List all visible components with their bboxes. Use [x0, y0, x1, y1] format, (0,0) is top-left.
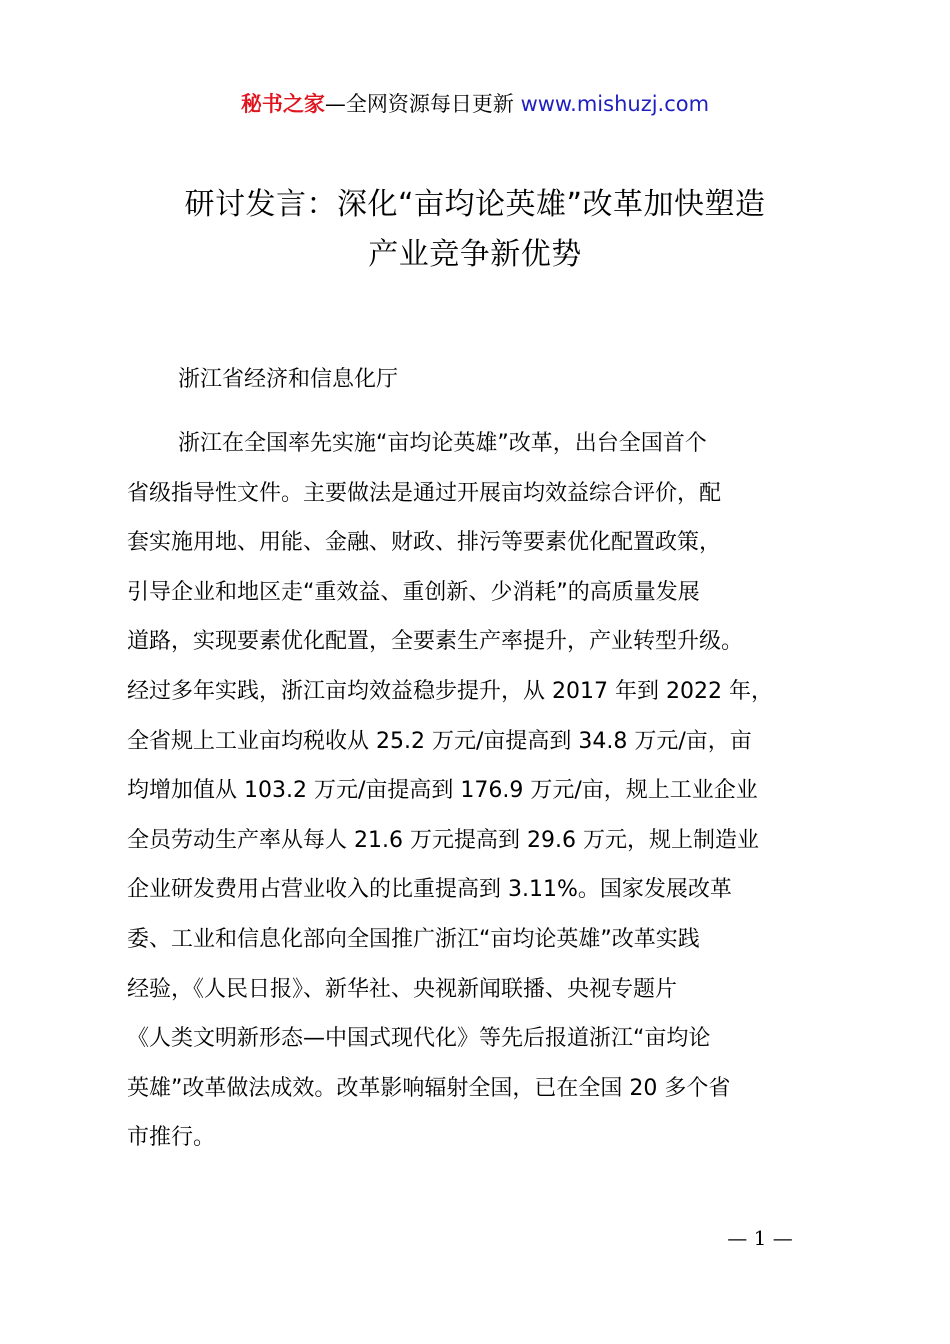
- title-line-1: 研讨发言：深化“亩均论英雄”改革加快塑造: [184, 187, 766, 222]
- body-line: 套实施用地、用能、金融、财政、排污等要素优化配置政策，: [127, 530, 722, 556]
- site-tagline: —全网资源每日更新: [324, 92, 521, 116]
- site-header: [0, 88, 950, 120]
- body-paragraph: [127, 419, 832, 1163]
- body-line: 英雄”改革做法成效。改革影响辐射全国，已在全国 20 多个省: [127, 1075, 731, 1101]
- body-line: 《人类文明新形态—中国式现代化》等先后报道浙江“亩均论: [127, 1026, 711, 1052]
- body-line: 市推行。: [127, 1125, 216, 1151]
- body-line: 委、工业和信息化部向全国推广浙江“亩均论英雄”改革实践: [127, 926, 700, 952]
- body-line: 全员劳动生产率从每人 21.6 万元提高到 29.6 万元，规上制造业: [127, 827, 759, 853]
- page-number: — 1 —: [727, 1226, 793, 1250]
- body-line: 经验，《人民日报》、新华社、央视新闻联播、央视专题片: [127, 976, 678, 1002]
- body-line: 引导企业和地区走“重效益、重创新、少消耗”的高质量发展: [127, 579, 700, 605]
- document-title: [90, 180, 860, 280]
- site-url-link[interactable]: www.mishuzj.com: [520, 92, 710, 116]
- body-line: 均增加值从 103.2 万元/亩提高到 176.9 万元/亩，规上工业企业: [127, 778, 758, 804]
- body-line: 省级指导性文件。主要做法是通过开展亩均效益综合评价，配: [127, 480, 722, 506]
- body-line: 浙江在全国率先实施“亩均论英雄”改革，出台全国首个: [178, 431, 707, 456]
- body-line: 道路，实现要素优化配置，全要素生产率提升，产业转型升级。: [127, 629, 744, 655]
- body-line: 经过多年实践，浙江亩均效益稳步提升，从 2017 年到 2022 年，: [127, 678, 773, 704]
- title-line-2: 产业竞争新优势: [368, 237, 582, 272]
- document-author: 浙江省经济和信息化厅: [178, 367, 399, 392]
- site-brand: 秘书之家: [240, 92, 325, 116]
- body-line: 全省规上工业亩均税收从 25.2 万元/亩提高到 34.8 万元/亩，亩: [127, 728, 752, 754]
- body-line: 企业研发费用占营业收入的比重提高到 3.11%。国家发展改革: [127, 877, 732, 903]
